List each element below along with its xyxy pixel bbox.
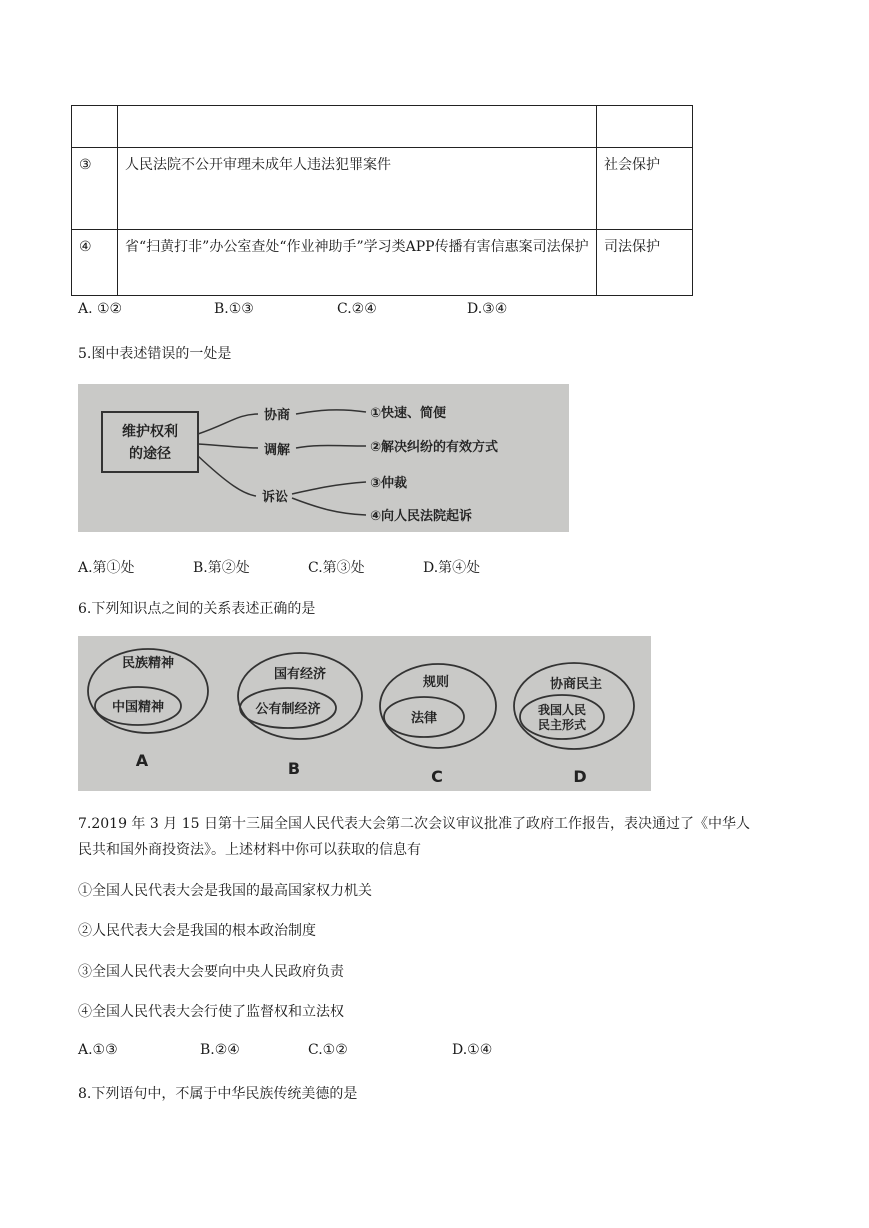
root-box: [102, 412, 198, 472]
branch-litigation: 诉讼: [262, 490, 289, 505]
inner-label: 法律: [410, 711, 438, 726]
q7-item-3: ③全国人民代表大会要向中央人民政府负责: [78, 964, 344, 980]
q5-stem: 5.图中表述错误的一处是: [78, 346, 232, 362]
q8-stem: 8.下列语句中，不属于中华民族传统美德的是: [78, 1086, 358, 1102]
venn-diagrams: [78, 636, 651, 791]
outer-label: 规则: [422, 675, 450, 690]
outer-label: 民族精神: [121, 656, 175, 671]
q5-option-b: B.第②处: [193, 560, 250, 576]
branch-negotiation: 协商: [264, 408, 291, 423]
diagram-letter: D: [573, 767, 587, 786]
q5-option-c: C.第③处: [308, 560, 365, 576]
connector: [198, 444, 258, 448]
q6-stem: 6.下列知识点之间的关系表述正确的是: [78, 601, 316, 617]
q5-diagram-photo: [78, 384, 569, 532]
row-content: 省“扫黄打非”办公室查处“作业神助手”学习类APP传播有害信惠案司法保护: [118, 230, 597, 296]
q4-option-d: D.③④: [467, 301, 508, 317]
row-content: 人民法院不公开审理未成年人违法犯罪案件: [118, 148, 597, 230]
diagram-a: [88, 649, 208, 770]
q7-option-c: C.①②: [308, 1042, 348, 1058]
leaf-2: ②解决纠纷的有效方式: [370, 440, 499, 455]
q7-stem-line-1: 7.2019 年 3 月 15 日第十三届全国人民代表大会第二次会议审议批准了政府工作报告，表决通过了《中华人: [78, 816, 750, 832]
root-label-2: 的途径: [129, 446, 171, 462]
leaf-3: ③仲裁: [370, 476, 408, 491]
q7-item-2: ②人民代表大会是我国的根本政治制度: [78, 923, 316, 939]
connector: [296, 446, 366, 449]
row-number: ④: [72, 230, 118, 296]
table-row: [72, 106, 693, 148]
leaf-1: ①快速、简便: [370, 406, 447, 421]
diagram-letter: B: [287, 759, 301, 778]
row-number: ③: [72, 148, 118, 230]
q7-stem-line-2: 民共和国外商投资法》。上述材料中你可以获取的信息有: [78, 842, 421, 858]
diagram-letter: C: [431, 767, 443, 786]
q6-diagram-photo: [78, 636, 651, 791]
rights-paths-diagram: [78, 384, 569, 532]
q7-option-d: D.①④: [452, 1042, 493, 1058]
q4-option-c: C.②④: [337, 301, 377, 317]
table-row: [72, 148, 693, 230]
diagram-letter: A: [135, 751, 149, 770]
outer-label: 国有经济: [273, 667, 327, 682]
diagram-b: [238, 653, 362, 778]
q7-item-4: ④全国人民代表大会行使了监督权和立法权: [78, 1004, 344, 1020]
q7-option-a: A.①③: [78, 1042, 118, 1058]
connector: [198, 456, 256, 496]
connector: [296, 410, 366, 414]
row-number: [72, 106, 118, 148]
row-type: 社会保护: [597, 148, 693, 230]
inner-label-1: 我国人民: [537, 703, 587, 717]
connector: [198, 414, 258, 434]
inner-label: 公有制经济: [255, 702, 321, 717]
diagram-d: [514, 663, 634, 786]
row-type: 司法保护: [597, 230, 693, 296]
inner-label: 中国精神: [111, 700, 165, 715]
row-content: [118, 106, 597, 148]
diagram-c: [380, 664, 496, 786]
q4-option-a: A. ①②: [78, 301, 123, 317]
question-4-table: [71, 105, 693, 296]
table-row: [72, 230, 693, 296]
q5-option-a: A.第①处: [78, 560, 135, 576]
connector: [292, 482, 366, 494]
row-type: [597, 106, 693, 148]
q5-option-d: D.第④处: [423, 560, 481, 576]
branch-mediation: 调解: [264, 443, 291, 458]
leaf-4: ④向人民法院起诉: [370, 509, 473, 524]
root-label-1: 维护权利: [122, 424, 178, 440]
inner-label-2: 民主形式: [537, 718, 587, 732]
q7-option-b: B.②④: [200, 1042, 240, 1058]
connector: [292, 498, 366, 515]
q7-item-1: ①全国人民代表大会是我国的最高国家权力机关: [78, 883, 372, 899]
q4-option-b: B.①③: [214, 301, 254, 317]
outer-label: 协商民主: [549, 677, 603, 692]
